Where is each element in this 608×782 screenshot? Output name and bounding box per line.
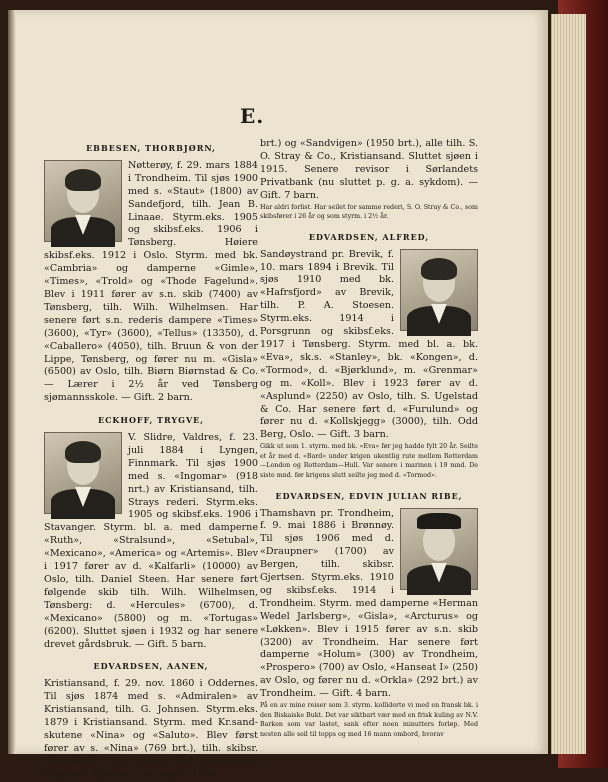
entry-text: Kristiansand, f. 29. nov. 1860 i Oddernes. Til sjøs 1874 med s. «Admiralen» av Kristiansand, tilh. G. Johnsen. Styrm.eks. 1879 i Kristiansand. Styrm. med Kr.sand-skutene «Nina» og «Saluto». Blev først fører av s. «Nina» (769 brt.), tilh. skibsr. Rosenkilde. Har senere ført seilskutene «Saluto» (800 brt.), «Gratia» (1560 <box>44 678 258 780</box>
entry-note: Gikk ut som 1. styrm. med bk. «Eva» før jeg hadde fylt 20 år. Seilte et år med d. «Bard» under krigen ukentlig rute mellem Rotterdam—London og Rotterdam—Hull. Var senere i marinen i 19 mnd. De siste mnd. før krigens slutt seilte jeg med d. «Tormod». <box>260 443 478 479</box>
entry-text: Nøtterøy, f. 29. mars 1884 i Trondheim. Til sjøs 1900 med s. «Staut» (1800) av Sandefjord, tilh. Jean B. Linaae. Styrm.eks. 1905 og skibsf.eks. 1906 i Tønsberg. Høiere skibsf.eks. 1912 i Oslo. Styrm. med bk. «Cambria» og damperne «Gimle», «Times», «Trold» og «Thode Fagelund». Blev i 1911 fører av s.n. skib (7400) av Tønsberg, tilh. Wilh. Wilhelmsen. Har senere ført s.n. rederis dampere «Times» (3600), «Tyr» (3600), «Tellus» (13350), d. «Caballero» (4050), tilh. Bruun & von der Lippe, Tønsberg, og fører nu m. «Gisla» (6500) av Oslo, tilh. Biørn Biørnstad & Co. — Lærer i 2½ år ved Tønsberg sjømannsskole. — Gift. 2 barn. <box>44 159 258 404</box>
entry-text: brt.) og «Sandvigen» (1950 brt.), alle tilh. S. O. Stray & Co., Kristiansand. Sluttet sjøen i 1915. Senere revisor i Sørlandets Privatbank (nu sluttet p. g. a. sykdom). — Gift. 7 barn. <box>260 138 478 201</box>
portrait-edvardsen-edvin <box>400 508 478 590</box>
page-edges <box>551 14 586 754</box>
entry-heading: EDVARDSEN, AANEN, <box>93 661 209 672</box>
portrait-ebbesen <box>44 160 122 242</box>
left-column <box>44 142 258 782</box>
portrait-edvardsen-alfred <box>400 249 478 331</box>
entry-heading: EDVARDSEN, ALFRED, <box>308 231 430 242</box>
entry-note: Har aldri forlist. Har seilet for samme rederi, S. O. Stray & Co., som skibsfører i 26 år og som styrm. i 2½ år. <box>260 203 478 221</box>
entry-heading: EBBESEN, THORBJØRN, <box>86 143 216 153</box>
page-shadow <box>8 10 16 754</box>
right-column <box>260 138 478 739</box>
book-page <box>8 10 548 780</box>
entry-text: V. Slidre, Valdres, f. 23. juli 1884 i Lyngen, Finnmark. Til sjøs 1900 med s. «Ingomar» (918 nrt.) av Kristiansand, tilh. Strays rederi. Styrm.eks. 1905 og skibsf.eks. 1906 i Stavanger. Styrm. bl. a. med damperne «Ruth», «Stralsund», «Setubal», «Mexicano», «America» og «Artemis». Blev i 1917 fører av d. «Kalfarli» (10000) av Oslo, tilh. Daniel Steen. Har senere ført følgende skib tilh. Wilh. Wilhelmsen, Tønsberg: d. «Hercules» (6700), d. «Mexicano» (5800) og m. «Tortugas» (6200). Sluttet sjøen i 1932 og har senere drevet gårdsbruk. — Gift. 5 barn. <box>44 432 258 650</box>
entry-note: På en av mine reiser som 3. styrm. kolliderte vi med en fransk bk. i den Biskaiske Bukt. Det var siktbart vær med en frisk kuling av N.V. Barken som var lastet, sank efter noen minutters forløp. Med nesten alle seil til topps og med 16 mann ombord, hvorav <box>260 702 478 738</box>
portrait-eckhoff <box>44 432 122 514</box>
entry-heading: ECKHOFF, TRYGVE, <box>97 415 205 426</box>
entry-text: Sandøystrand pr. Brevik, f. 10. mars 1894 i Brevik. Til sjøs 1910 med bk. «Hafrsfjord» av Brevik, tilh. P. A. Stoesen. Styrm.eks. 1914 i Porsgrunn og skibsf.eks. 1917 i Tønsberg. Styrm. med bl. a. bk. «Eva», sk.s. «Stanley», bk. «Kongen», d. «Tormod», d. «Bjørklund», m. «Grenmar» og m. «Koll». Blev i 1923 fører av d. «Asplund» (2250) av Oslo, tilh. S. Ugelstad & Co. Har senere ført d. «Furulund» og fører nu d. «Kollskjegg» (3000), tilh. Odd Berg, Oslo. — Gift. 3 barn. <box>260 248 478 441</box>
entry-text: Thamshavn pr. Trondheim, f. 9. mai 1886 i Brønnøy. Til sjøs 1906 med d. «Draupner» (1700) av Bergen, tilh. skibsr. Gjertsen. Styrm.eks. 1910 og skibsf.eks. 1914 i Trondheim. Styrm. med damperne «Herman Wedel Jarlsberg», «Gisla», «Arcturus» og «Løkken». Blev i 1915 fører av s.n. skib (3200) av Trondheim. Har senere ført damperne «Holum» (300) av Trondheim, «Prospero» (700) av Oslo, «Hanseat I» (250) av Oslo, og fører nu d. «Orkla» (292 brt.) av Trondheim. — Gift. 4 barn. <box>260 507 478 700</box>
page-letter: E. <box>240 104 265 128</box>
entry-heading: EDVARDSEN, EDVIN JULIAN RIBE, <box>275 490 463 501</box>
